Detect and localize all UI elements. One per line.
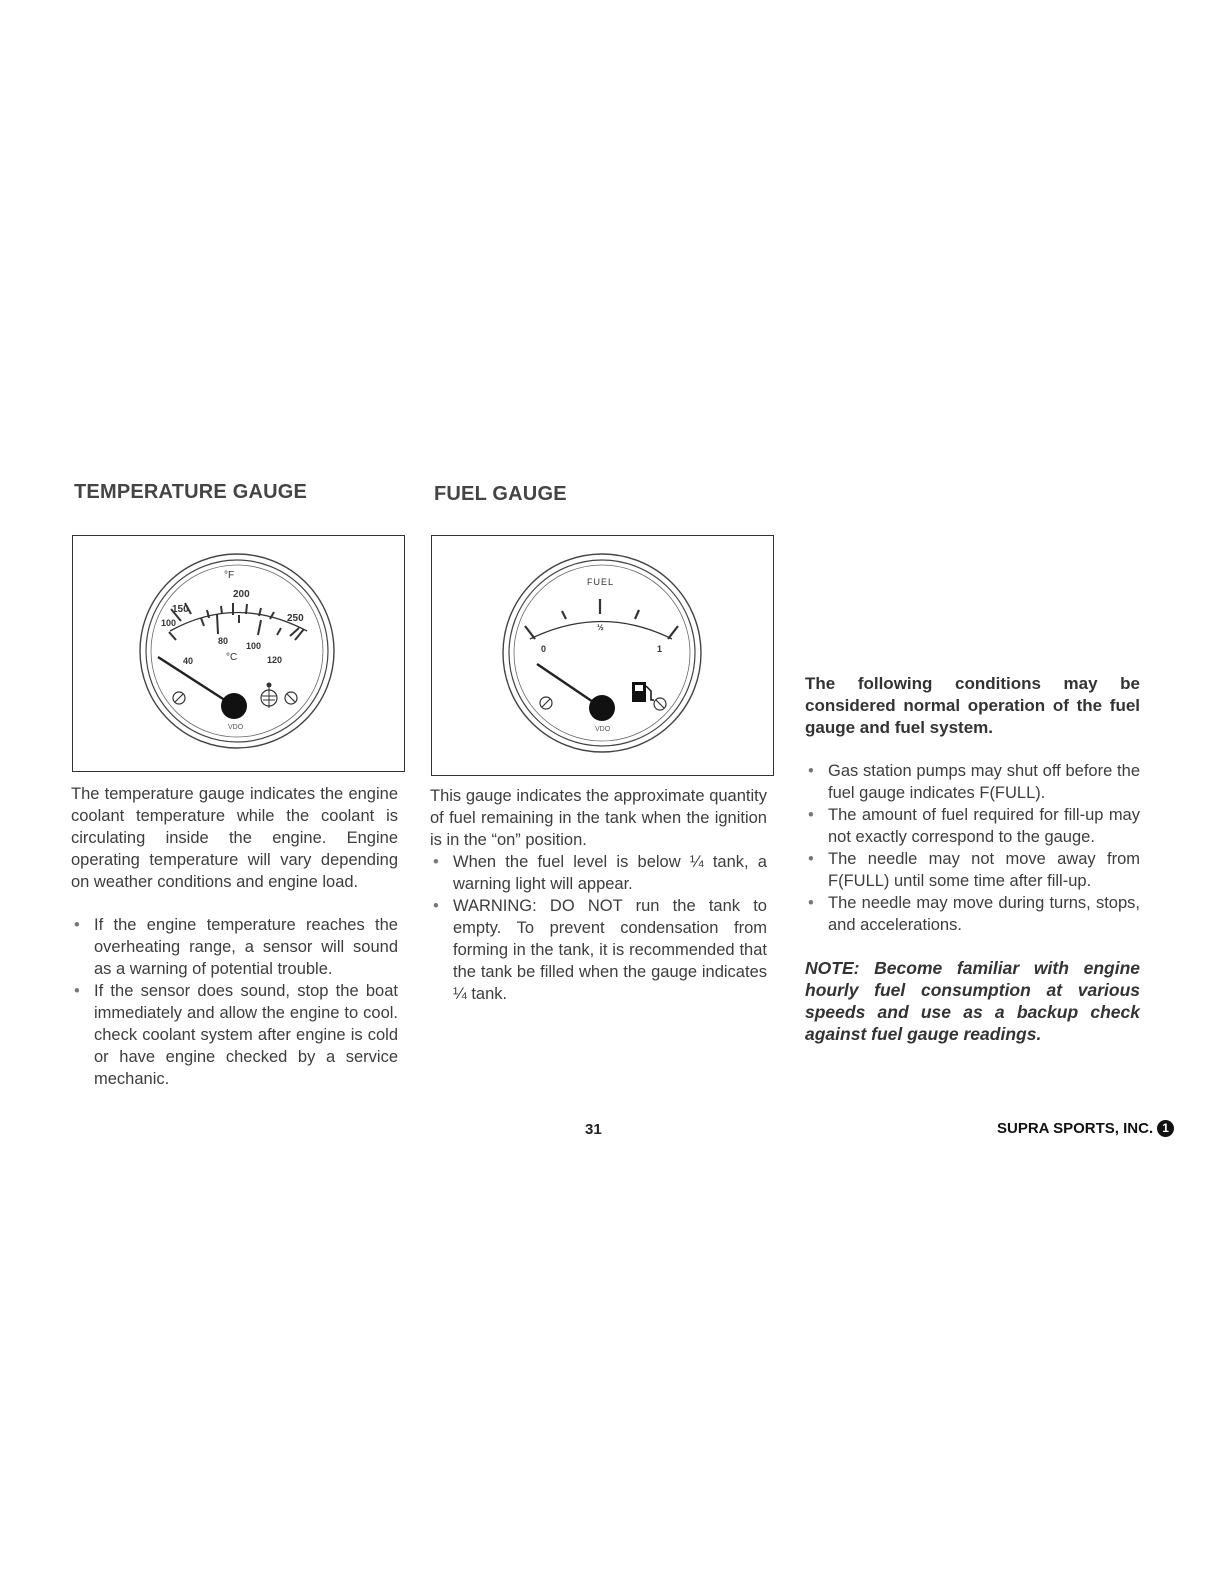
temp-label-150: 150 bbox=[172, 604, 189, 615]
temperature-text-column bbox=[71, 783, 398, 1090]
fuel-description: This gauge indicates the approximate quantity of fuel remaining in the tank when the ignition is in the “on” position. bbox=[430, 787, 767, 849]
list-item: • The needle may not move away from F(FULL) until some time after fill-up. bbox=[805, 848, 1140, 892]
list-item: • If the sensor does sound, stop the boat immediately and allow the engine to cool. check coolant system after engine is cold or have engine checked by a service mechanic. bbox=[71, 980, 398, 1090]
right-screw-icon bbox=[654, 698, 666, 710]
celsius-unit-label: °C bbox=[226, 652, 238, 663]
temperature-needle bbox=[158, 657, 234, 706]
temperature-gauge-heading: TEMPERATURE GAUGE bbox=[74, 481, 308, 503]
fahrenheit-unit-label: °F bbox=[224, 570, 235, 581]
fuel-half-label: ½ bbox=[597, 623, 604, 632]
temp-label-120: 120 bbox=[267, 655, 283, 665]
vdo-brand-label: VDO bbox=[595, 726, 611, 733]
conditions-text-column bbox=[805, 673, 1140, 1045]
left-screw-icon bbox=[540, 697, 552, 709]
temp-label-200: 200 bbox=[233, 589, 250, 600]
conditions-bullet-list bbox=[805, 760, 1140, 936]
fuel-gauge-heading: FUEL GAUGE bbox=[434, 483, 567, 505]
list-item: • If the engine temperature reaches the overheating range, a sensor will sound as a warning of potential trouble. bbox=[71, 914, 398, 980]
fuel-bullet-list bbox=[430, 851, 767, 1005]
fuel-full-label: 1 bbox=[657, 644, 663, 654]
temp-label-250: 250 bbox=[287, 613, 304, 624]
fuel-gauge-figure bbox=[431, 535, 774, 776]
list-item: • The needle may move during turns, stops, and accelerations. bbox=[805, 892, 1140, 936]
temperature-bullet-list bbox=[71, 914, 398, 1090]
right-screw-icon bbox=[285, 692, 297, 704]
temperature-gauge-illustration bbox=[73, 536, 406, 773]
fuel-label: FUEL bbox=[587, 577, 615, 587]
temp-label-80: 80 bbox=[218, 636, 229, 646]
fuel-empty-label: 0 bbox=[541, 644, 547, 654]
temperature-description: The temperature gauge indicates the engine coolant temperature while the coolant is circulating inside the engine. Engine operating temperature will vary depending on weather conditions and engine load. bbox=[71, 785, 398, 891]
chapter-badge: 1 bbox=[1157, 1120, 1174, 1137]
fuel-pump-icon bbox=[632, 682, 654, 702]
celsius-scale-ticks bbox=[169, 614, 304, 640]
needle-hub bbox=[221, 693, 247, 719]
list-item: • The amount of fuel required for fill-up may not exactly correspond to the gauge. bbox=[805, 804, 1140, 848]
list-item: • Gas station pumps may shut off before the fuel gauge indicates F(FULL). bbox=[805, 760, 1140, 804]
list-item: • WARNING: DO NOT run the tank to empty. To prevent condensation from forming in the tank, it is recommended that the tank be filled when the gauge indicates ¼ tank. bbox=[430, 895, 767, 1005]
needle-hub bbox=[589, 695, 615, 721]
conditions-intro: The following conditions may be considered normal operation of the fuel gauge and fuel system. bbox=[805, 674, 1140, 737]
temperature-gauge-figure bbox=[72, 535, 405, 772]
brand-name: SUPRA SPORTS, INC. bbox=[997, 1120, 1154, 1137]
coolant-warning-icon bbox=[261, 683, 277, 709]
temp-label-100f: 100 bbox=[161, 618, 177, 628]
vdo-brand-label: VDO bbox=[228, 724, 244, 731]
fuel-text-column bbox=[430, 785, 767, 1005]
fuel-scale-ticks bbox=[525, 599, 678, 639]
page-number: 31 bbox=[585, 1121, 602, 1138]
left-screw-icon bbox=[173, 692, 185, 704]
footer-brand bbox=[997, 1120, 1174, 1137]
list-item: • When the fuel level is below ¼ tank, a warning light will appear. bbox=[430, 851, 767, 895]
temp-label-100c: 100 bbox=[246, 641, 262, 651]
fuel-gauge-illustration bbox=[432, 536, 775, 777]
temp-label-40: 40 bbox=[183, 656, 194, 666]
fuel-consumption-note: NOTE: Become familiar with engine hourly fuel consumption at various speeds and use as a backup check against fuel gauge readings. bbox=[805, 958, 1140, 1044]
